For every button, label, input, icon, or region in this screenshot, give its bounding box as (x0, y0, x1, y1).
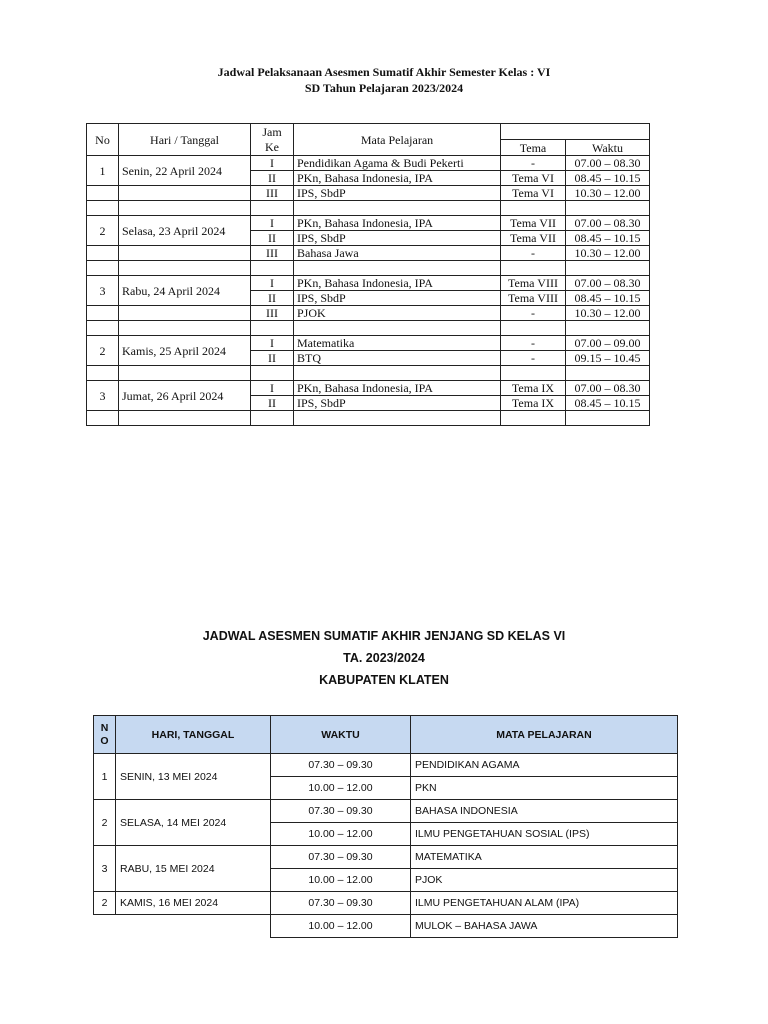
header-jam: Jam Ke (251, 124, 294, 156)
jam-ke: I (251, 336, 294, 351)
day-number: 2 (87, 216, 119, 246)
header-subject: MATA PELAJARAN (411, 716, 678, 754)
time: 07.30 – 09.30 (271, 754, 411, 777)
tema: Tema IX (501, 396, 566, 411)
empty-cell (294, 261, 501, 276)
jam-ke: II (251, 396, 294, 411)
empty-cell (87, 186, 119, 201)
day-date: SELASA, 14 MEI 2024 (116, 800, 271, 846)
jam-ke: II (251, 171, 294, 186)
table-row (87, 186, 650, 201)
day-number: 3 (94, 846, 116, 892)
empty-cell (119, 186, 251, 201)
subject: PKn, Bahasa Indonesia, IPA (294, 216, 501, 231)
header-time: WAKTU (271, 716, 411, 754)
subject: PENDIDIKAN AGAMA (411, 754, 678, 777)
tema: Tema VII (501, 216, 566, 231)
header-blank (501, 124, 650, 140)
tema: Tema VI (501, 171, 566, 186)
day-date: Kamis, 25 April 2024 (119, 336, 251, 366)
empty-cell (251, 321, 294, 336)
empty-cell (566, 366, 650, 381)
empty-cell (87, 411, 119, 426)
subject: PKn, Bahasa Indonesia, IPA (294, 171, 501, 186)
empty-cell (294, 366, 501, 381)
time: 10.30 – 12.00 (566, 306, 650, 321)
time: 10.00 – 12.00 (271, 869, 411, 892)
empty-cell (116, 915, 271, 938)
empty-cell (87, 321, 119, 336)
empty-cell (87, 201, 119, 216)
empty-cell (294, 321, 501, 336)
empty-cell (87, 261, 119, 276)
tema: - (501, 156, 566, 171)
time: 07.00 – 09.00 (566, 336, 650, 351)
subject: ILMU PENGETAHUAN ALAM (IPA) (411, 892, 678, 915)
time: 08.45 – 10.15 (566, 171, 650, 186)
jam-ke: II (251, 231, 294, 246)
empty-cell (251, 366, 294, 381)
jam-ke: III (251, 306, 294, 321)
header-no: N O (94, 716, 116, 754)
tema: Tema VI (501, 186, 566, 201)
day-date: Senin, 22 April 2024 (119, 156, 251, 186)
empty-cell (87, 366, 119, 381)
day-date: Jumat, 26 April 2024 (119, 381, 251, 411)
empty-cell (119, 201, 251, 216)
time: 09.15 – 10.45 (566, 351, 650, 366)
day-date: SENIN, 13 MEI 2024 (116, 754, 271, 800)
header-tema: Tema (501, 140, 566, 156)
empty-cell (119, 366, 251, 381)
subject: Pendidikan Agama & Budi Pekerti (294, 156, 501, 171)
subject: MULOK – BAHASA JAWA (411, 915, 678, 938)
tema: - (501, 336, 566, 351)
empty-cell (119, 246, 251, 261)
empty-cell (566, 201, 650, 216)
schedule2-table (93, 715, 678, 938)
tema: Tema VIII (501, 276, 566, 291)
jam-ke: I (251, 381, 294, 396)
table-row (94, 892, 678, 915)
table-row (94, 800, 678, 823)
time: 07.00 – 08.30 (566, 276, 650, 291)
day-number: 3 (87, 381, 119, 411)
tema: Tema VIII (501, 291, 566, 306)
empty-cell (294, 201, 501, 216)
empty-cell (294, 411, 501, 426)
subject: IPS, SbdP (294, 231, 501, 246)
empty-cell (251, 201, 294, 216)
spacer-row (87, 201, 650, 216)
subject: IPS, SbdP (294, 186, 501, 201)
header-no: No (87, 124, 119, 156)
subject: IPS, SbdP (294, 291, 501, 306)
empty-cell (251, 411, 294, 426)
time: 07.00 – 08.30 (566, 381, 650, 396)
schedule1-subtitle: SD Tahun Pelajaran 2023/2024 (304, 81, 464, 95)
empty-cell (119, 261, 251, 276)
header-time: Waktu (566, 140, 650, 156)
tema: - (501, 306, 566, 321)
empty-cell (501, 261, 566, 276)
table-row (87, 381, 650, 396)
spacer-row (87, 411, 650, 426)
spacer-row (87, 366, 650, 381)
tema: Tema VII (501, 231, 566, 246)
jam-ke: II (251, 351, 294, 366)
jam-ke: I (251, 156, 294, 171)
schedule2-year: TA. 2023/2024 (343, 651, 425, 665)
subject: PKn, Bahasa Indonesia, IPA (294, 381, 501, 396)
time: 08.45 – 10.15 (566, 396, 650, 411)
subject: PJOK (411, 869, 678, 892)
subject: PJOK (294, 306, 501, 321)
schedule1-table (86, 123, 650, 426)
schedule1-title: Jadwal Pelaksanaan Asesmen Sumatif Akhir Semester Kelas : VI (217, 65, 551, 79)
table-row (87, 336, 650, 351)
day-number: 1 (94, 754, 116, 800)
time: 07.30 – 09.30 (271, 892, 411, 915)
empty-cell (566, 321, 650, 336)
table-row (87, 306, 650, 321)
time: 07.30 – 09.30 (271, 800, 411, 823)
jam-ke: I (251, 276, 294, 291)
day-date: Selasa, 23 April 2024 (119, 216, 251, 246)
empty-cell (501, 321, 566, 336)
empty-cell (119, 411, 251, 426)
empty-cell (87, 246, 119, 261)
empty-cell (566, 261, 650, 276)
schedule2-region: KABUPATEN KLATEN (319, 673, 449, 687)
subject: PKn, Bahasa Indonesia, IPA (294, 276, 501, 291)
subject: BAHASA INDONESIA (411, 800, 678, 823)
subject: BTQ (294, 351, 501, 366)
empty-cell (251, 261, 294, 276)
subject: PKN (411, 777, 678, 800)
header-day: Hari / Tanggal (119, 124, 251, 156)
header-day: HARI, TANGGAL (116, 716, 271, 754)
subject: Bahasa Jawa (294, 246, 501, 261)
subject: ILMU PENGETAHUAN SOSIAL (IPS) (411, 823, 678, 846)
subject: Matematika (294, 336, 501, 351)
table-row (94, 754, 678, 777)
time: 07.30 – 09.30 (271, 846, 411, 869)
table-row (87, 156, 650, 171)
day-number: 2 (87, 336, 119, 366)
jam-ke: II (251, 291, 294, 306)
table-row (94, 846, 678, 869)
day-number: 2 (94, 892, 116, 915)
time: 08.45 – 10.15 (566, 291, 650, 306)
day-date: KAMIS, 16 MEI 2024 (116, 892, 271, 915)
spacer-row (87, 321, 650, 336)
empty-cell (119, 321, 251, 336)
empty-cell (94, 915, 116, 938)
day-number: 1 (87, 156, 119, 186)
tema: - (501, 246, 566, 261)
time: 10.30 – 12.00 (566, 246, 650, 261)
day-date: RABU, 15 MEI 2024 (116, 846, 271, 892)
day-number: 2 (94, 800, 116, 846)
jam-ke: III (251, 246, 294, 261)
spacer-row (87, 261, 650, 276)
empty-cell (566, 411, 650, 426)
jam-ke: III (251, 186, 294, 201)
empty-cell (501, 411, 566, 426)
header-subject: Mata Pelajaran (294, 124, 501, 156)
empty-cell (87, 306, 119, 321)
tema: - (501, 351, 566, 366)
empty-cell (501, 366, 566, 381)
time: 10.00 – 12.00 (271, 823, 411, 846)
time: 08.45 – 10.15 (566, 231, 650, 246)
table-row (87, 246, 650, 261)
table-row (94, 915, 678, 938)
jam-ke: I (251, 216, 294, 231)
subject: IPS, SbdP (294, 396, 501, 411)
day-date: Rabu, 24 April 2024 (119, 276, 251, 306)
table-row (87, 216, 650, 231)
time: 07.00 – 08.30 (566, 156, 650, 171)
subject: MATEMATIKA (411, 846, 678, 869)
time: 10.00 – 12.00 (271, 777, 411, 800)
time: 10.00 – 12.00 (271, 915, 411, 938)
table-row (87, 276, 650, 291)
schedule2-title: JADWAL ASESMEN SUMATIF AKHIR JENJANG SD KELAS VI (202, 629, 566, 643)
empty-cell (119, 306, 251, 321)
time: 10.30 – 12.00 (566, 186, 650, 201)
tema: Tema IX (501, 381, 566, 396)
time: 07.00 – 08.30 (566, 216, 650, 231)
day-number: 3 (87, 276, 119, 306)
empty-cell (501, 201, 566, 216)
